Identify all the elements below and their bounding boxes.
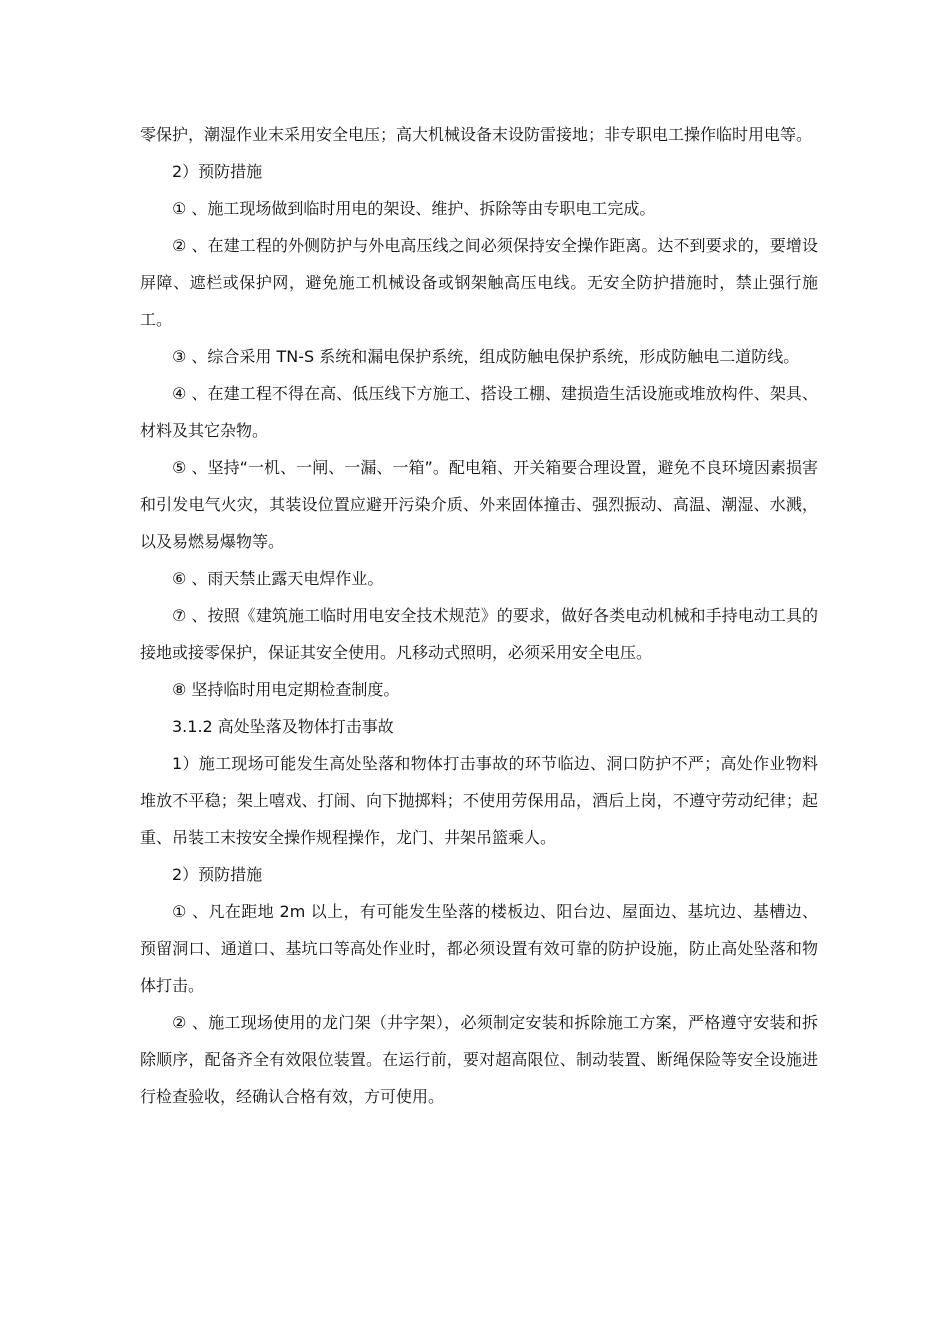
- paragraph-fall-item-1: ① 、凡在距地 2m 以上，有可能发生坠落的楼板边、阳台边、屋面边、基坑边、基槽边、预留洞口、通道口、基坑口等高处作业时，都必须设置有效可靠的防护设施，防止高处坠落和物体打击。: [140, 902, 818, 995]
- paragraph-causes: 1）施工现场可能发生高处坠落和物体打击事故的环节临边、洞口防护不严；高处作业物料堆放不平稳；架上嘻戏、打闹、向下抛掷料；不使用劳保用品，酒后上岗，不遵守劳动纪律；起重、吊装工末按安全操作规程操作，龙门、井架吊篮乘人。: [140, 754, 818, 847]
- paragraph-item-8: ⑧ 坚持临时用电定期检查制度。: [172, 680, 400, 699]
- paragraph-item-5: ⑤ 、坚持“一机、一闸、一漏、一箱”。配电箱、开关箱要合理设置，避免不良环境因素损害和引发电气火灾，其装设位置应避开污染介质、外来固体撞击、强烈振动、高温、潮湿、水溅，以及易燃易爆物等。: [140, 458, 818, 551]
- paragraph-item-4: ④ 、在建工程不得在高、低压线下方施工、搭设工棚、建损造生活设施或堆放构件、架具、材料及其它杂物。: [140, 384, 818, 440]
- paragraph-item-6: ⑥ 、雨天禁止露天电焊作业。: [172, 569, 384, 588]
- paragraph-heading-preventive-measures-2: 2）预防措施: [172, 865, 263, 884]
- paragraph-continuation: 零保护，潮湿作业末采用安全电压；高大机械设备末设防雷接地；非专职电工操作临时用电等。: [140, 125, 813, 144]
- paragraph-fall-item-2: ② 、施工现场使用的龙门架（井字架），必须制定安装和拆除施工方案，严格遵守安装和拆除顺序，配备齐全有效限位装置。在运行前，要对超高限位、制动装置、断绳保险等安全设施进行检查验收，经确认合格有效，方可使用。: [140, 1013, 818, 1106]
- paragraph-item-7: ⑦ 、按照《建筑施工临时用电安全技术规范》的要求，做好各类电动机械和手持电动工具的接地或接零保护，保证其安全使用。凡移动式照明，必须采用安全电压。: [140, 606, 818, 662]
- section-heading-3-1-2: 3.1.2 高处坠落及物体打击事故: [172, 717, 394, 736]
- document-body: [140, 116, 818, 1115]
- paragraph-heading-preventive-measures: 2）预防措施: [172, 162, 263, 181]
- paragraph-item-3: ③ 、综合采用 TN-S 系统和漏电保护系统，组成防触电保护系统，形成防触电二道防线。: [172, 347, 800, 366]
- paragraph-item-1: ① 、施工现场做到临时用电的架设、维护、拆除等由专职电工完成。: [172, 199, 656, 218]
- paragraph-item-2: ② 、在建工程的外侧防护与外电高压线之间必须保持安全操作距离。达不到要求的，要增设屏障、遮栏或保护网，避免施工机械设备或钢架触高压电线。无安全防护措施时，禁止强行施工。: [140, 236, 818, 329]
